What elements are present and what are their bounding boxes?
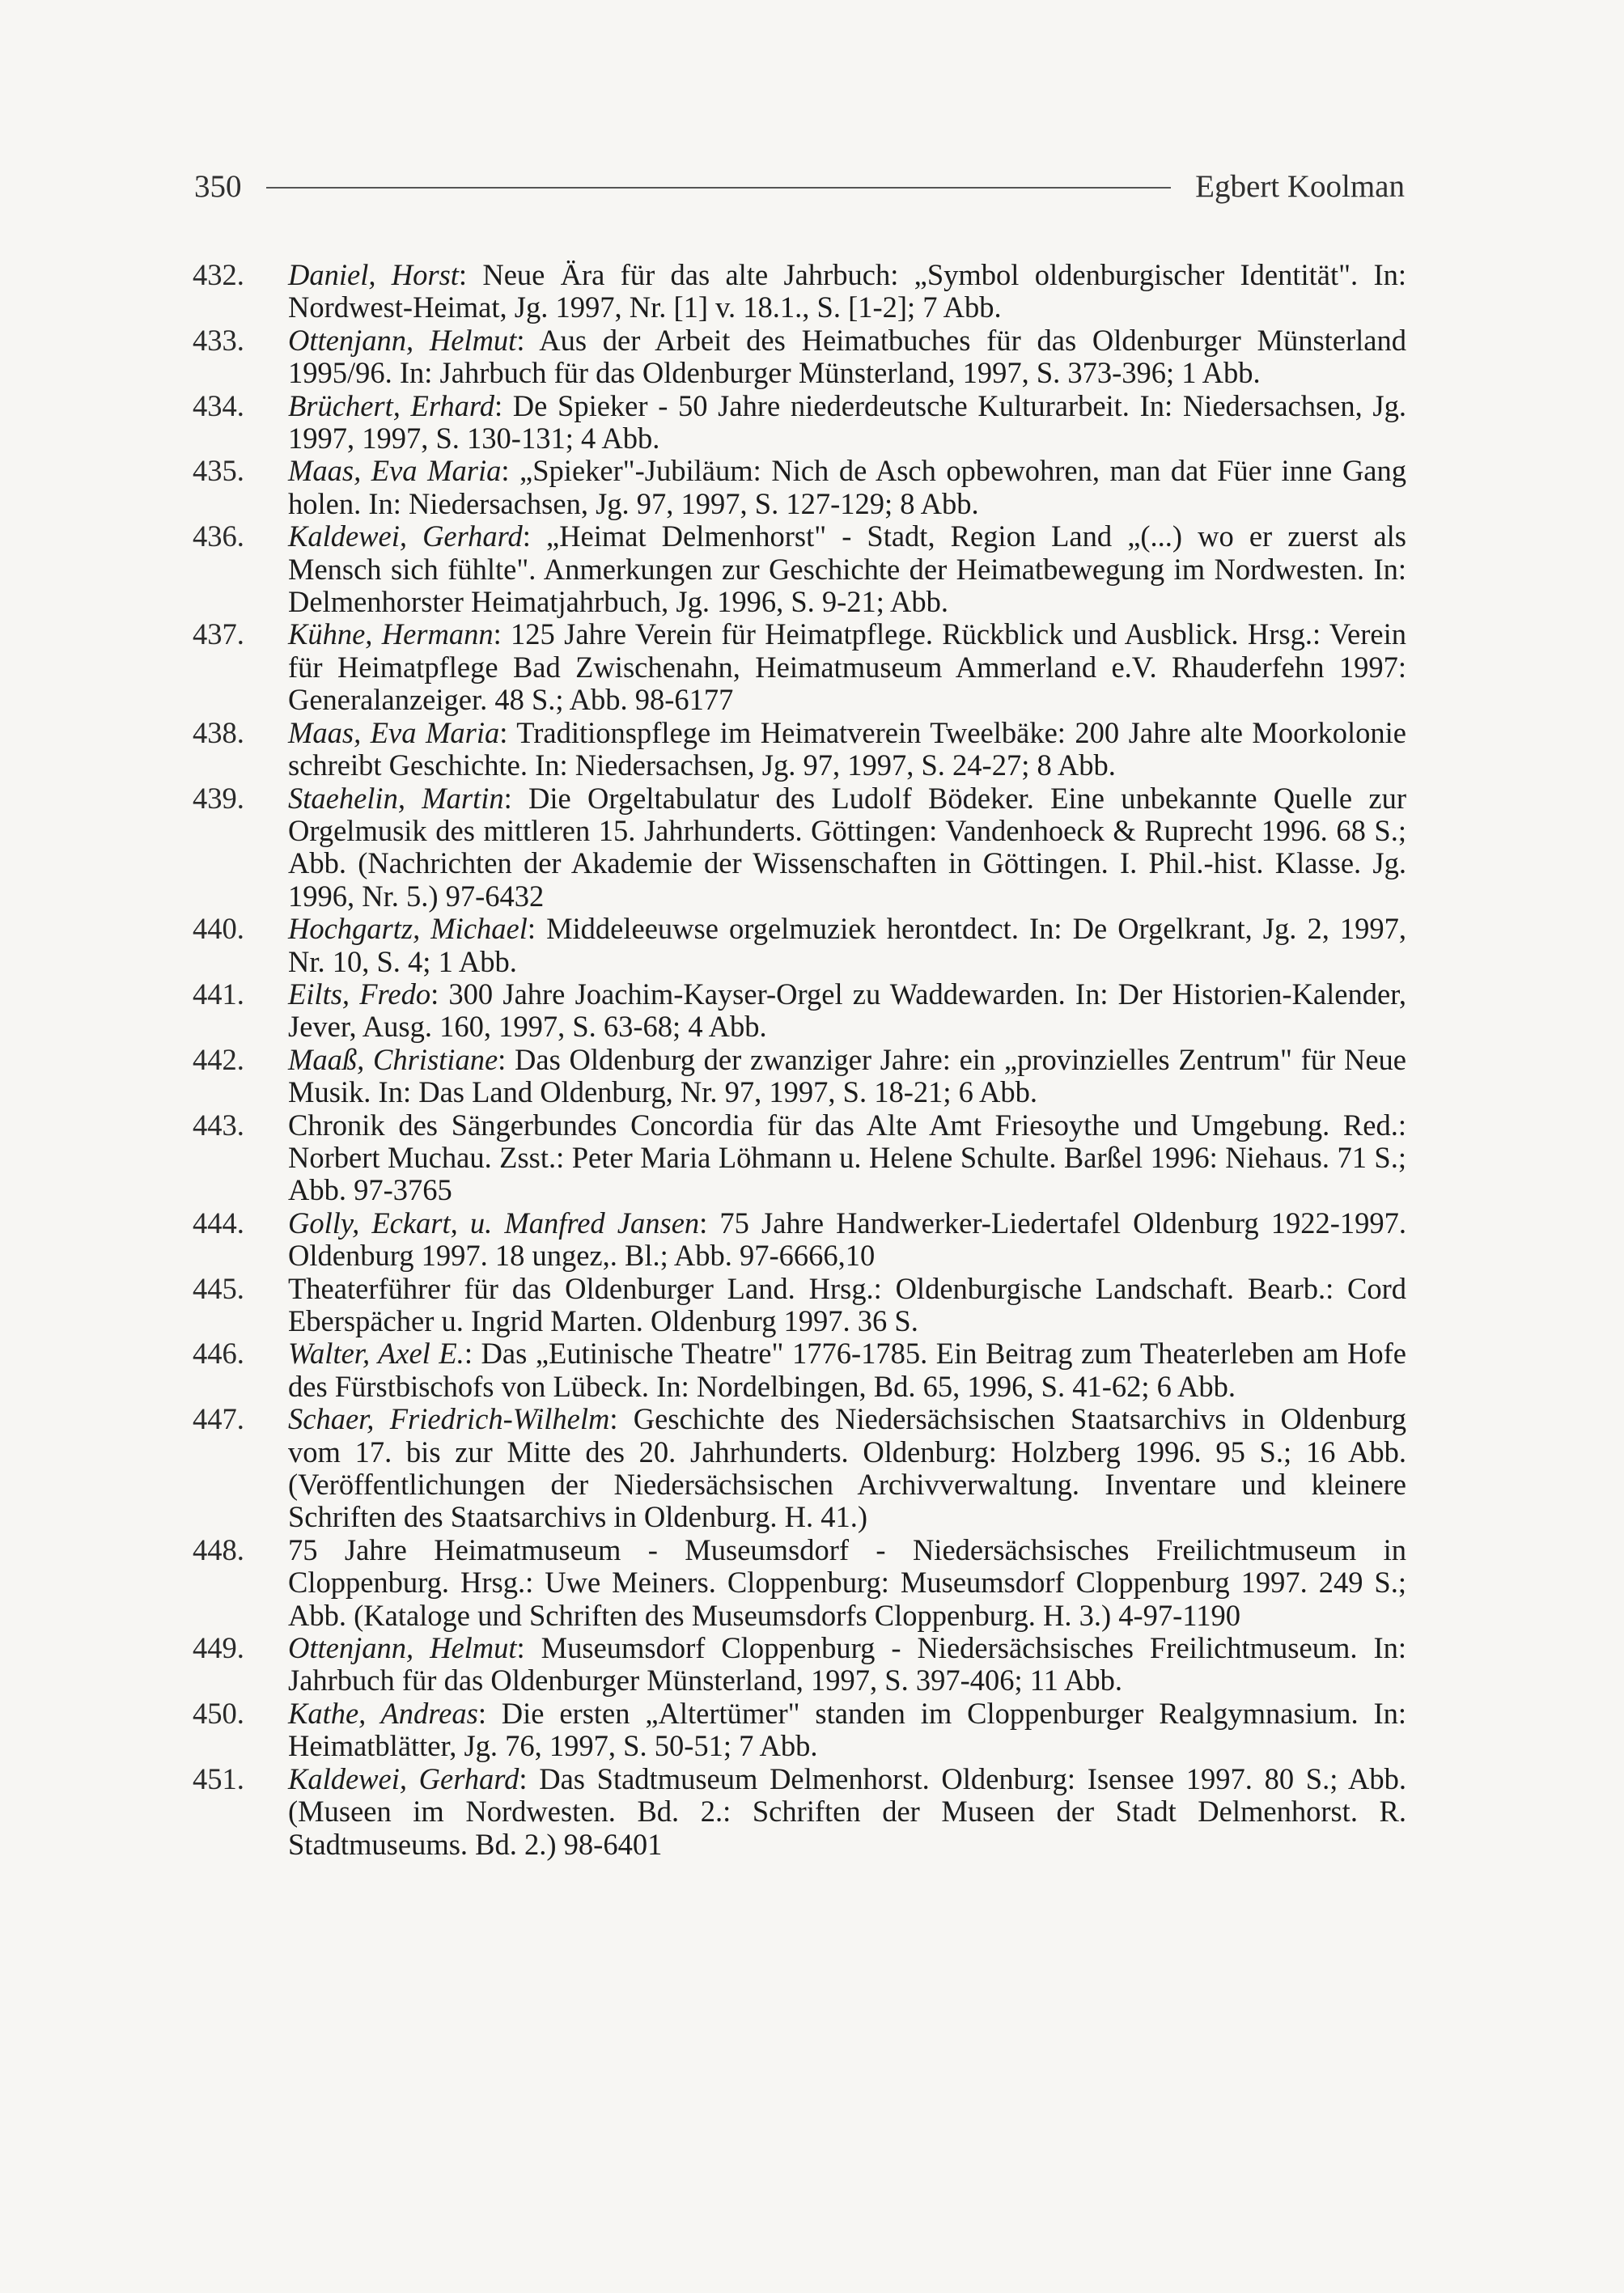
bibliography-entry bbox=[193, 1534, 1406, 1632]
entry-author: Kühne, Hermann bbox=[288, 617, 494, 651]
running-title: Egbert Koolman bbox=[1195, 168, 1405, 204]
bibliography-entry bbox=[193, 1763, 1406, 1861]
entry-author: Walter, Axel E. bbox=[288, 1337, 464, 1371]
entry-body: : „Spieker"-Jubiläum: Nich de Asch opbewohren, man dat Füer inne Gang holen. In: Niedersachsen, Jg. 97, 1997, S. 127-129; 8 Abb. bbox=[288, 454, 1406, 520]
entry-body: Chronik des Sängerbundes Concordia für das Alte Amt Friesoythe und Umgebung. Red.: Norbert Muchau. Zsst.: Peter Maria Löhmann u. Helene Schulte. Barßel 1996: Niehaus. 71 S.; Abb. 97-3765 bbox=[288, 1108, 1406, 1207]
entry-text bbox=[288, 1534, 1406, 1632]
entry-author: Maas, Eva Maria bbox=[288, 715, 500, 749]
entry-body: 75 Jahre Heimatmuseum - Museumsdorf - Niedersächsisches Freilichtmuseum in Cloppenburg. Hrsg.: Uwe Meiners. Cloppenburg: Museumsdorf Cloppenburg 1997. 249 S.; Abb. (Kataloge und Schriften des Museumsdorfs Cloppenburg. H. 3.) 4-97-1190 bbox=[288, 1532, 1406, 1632]
entry-body: : De Spieker - 50 Jahre niederdeutsche Kulturarbeit. In: Niedersachsen, Jg. 1997, 1997, S. 130-131; 4 Abb. bbox=[288, 388, 1407, 456]
entry-number: 446. bbox=[193, 1337, 244, 1371]
entry-body: : Museumsdorf Cloppenburg - Niedersächsisches Freilichtmuseum. In: Jahrbuch für das Oldenburger Münsterland, 1997, S. 397-406; 11 Abb. bbox=[288, 1631, 1406, 1697]
bibliography-entry bbox=[193, 1207, 1406, 1273]
bibliography-entry bbox=[193, 717, 1406, 782]
bibliography-entry bbox=[193, 1403, 1406, 1534]
entry-number: 439. bbox=[193, 781, 244, 815]
entry-text bbox=[288, 1044, 1406, 1109]
bibliography-entry bbox=[193, 1109, 1406, 1207]
entry-author: Schaer, Friedrich-Wilhelm bbox=[288, 1402, 610, 1436]
entry-number: 443. bbox=[193, 1108, 244, 1142]
entry-author: Kaldewei, Gerhard bbox=[288, 1761, 519, 1795]
header-rule bbox=[266, 187, 1172, 189]
bibliography-entry bbox=[193, 1337, 1406, 1403]
entry-number: 438. bbox=[193, 715, 244, 749]
bibliography-entry bbox=[193, 913, 1406, 978]
entry-body: Theaterführer für das Oldenburger Land. Hrsg.: Oldenburgische Landschaft. Bearb.: Cord Eberspächer u. Ingrid Marten. Oldenburg 1997. 36 S. bbox=[288, 1271, 1406, 1337]
entry-number: 449. bbox=[193, 1631, 244, 1665]
entry-body: : Middeleeuwse orgelmuziek herontdect. In: De Orgelkrant, Jg. 2, 1997, Nr. 10, S. 4; 1 Abb. bbox=[288, 912, 1406, 978]
entry-text bbox=[288, 1337, 1406, 1403]
bibliography-entry bbox=[193, 618, 1406, 716]
entry-number: 448. bbox=[193, 1532, 244, 1566]
entry-text bbox=[288, 782, 1406, 913]
entry-number: 450. bbox=[193, 1696, 244, 1730]
entry-number: 445. bbox=[193, 1271, 244, 1305]
entry-text bbox=[288, 1207, 1406, 1273]
entry-author: Kathe, Andreas bbox=[288, 1696, 478, 1730]
entry-text bbox=[288, 520, 1406, 618]
bibliography-entry bbox=[193, 520, 1406, 618]
entry-number: 451. bbox=[193, 1761, 244, 1795]
page-number: 350 bbox=[194, 168, 242, 204]
entry-body: : Das Stadtmuseum Delmenhorst. Oldenburg: Isensee 1997. 80 S.; Abb. (Museen im Nordwesten. Bd. 2.: Schriften der Museen der Stadt Delmenhorst. R. Stadtmuseums. Bd. 2.) 98-6401 bbox=[288, 1761, 1407, 1861]
bibliography-entry bbox=[193, 259, 1406, 324]
bibliography-entry bbox=[193, 1697, 1406, 1763]
entry-body: : 75 Jahre Handwerker-Liedertafel Oldenburg 1922-1997. Oldenburg 1997. 18 ungez,. Bl.; Abb. 97-6666,10 bbox=[288, 1206, 1406, 1273]
entry-number: 434. bbox=[193, 388, 244, 422]
entry-number: 437. bbox=[193, 617, 244, 651]
entry-body: : Traditionspflege im Heimatverein Tweelbäke: 200 Jahre alte Moorkolonie schreibt Geschichte. In: Niedersachsen, Jg. 97, 1997, S. 24-27; 8 Abb. bbox=[288, 715, 1407, 782]
entry-text bbox=[288, 1763, 1406, 1861]
entry-text bbox=[288, 978, 1406, 1044]
entry-text bbox=[288, 913, 1406, 978]
bibliography-entry bbox=[193, 1273, 1406, 1338]
entry-text bbox=[288, 324, 1406, 390]
entry-number: 435. bbox=[193, 454, 244, 488]
entry-number: 441. bbox=[193, 977, 244, 1011]
bibliography-entry bbox=[193, 324, 1406, 390]
entry-author: Hochgartz, Michael bbox=[288, 912, 528, 946]
entry-text bbox=[288, 717, 1406, 782]
entry-author: Golly, Eckart, u. Manfred Jansen bbox=[288, 1206, 700, 1240]
entry-text bbox=[288, 1273, 1406, 1338]
entry-body: : Aus der Arbeit des Heimatbuches für das Oldenburger Münsterland 1995/96. In: Jahrbuch für das Oldenburger Münsterland, 1997, S. 373-396; 1 Abb. bbox=[288, 323, 1406, 390]
entry-author: Maaß, Christiane bbox=[288, 1042, 498, 1076]
entry-number: 442. bbox=[193, 1042, 244, 1076]
entry-text bbox=[288, 1109, 1406, 1207]
entry-number: 433. bbox=[193, 323, 244, 357]
entry-author: Eilts, Fredo bbox=[288, 977, 431, 1011]
entry-body: : Die ersten „Altertümer" standen im Cloppenburger Realgymnasium. In: Heimatblätter, Jg. 76, 1997, S. 50-51; 7 Abb. bbox=[288, 1696, 1407, 1763]
entry-author: Daniel, Horst bbox=[288, 258, 459, 291]
entry-text bbox=[288, 618, 1406, 716]
entry-body: : Die Orgeltabulatur des Ludolf Bödeker. Eine unbekannte Quelle zur Orgelmusik des mittleren 15. Jahrhunderts. Göttingen: Vandenhoeck & Ruprecht 1996. 68 S.; Abb. (Nachrichten der Akademie der Wissenschaften in Göttingen. I. Phil.-hist. Klasse. Jg. 1996, Nr. 5.) 97-6432 bbox=[288, 781, 1406, 913]
bibliography-entry bbox=[193, 1044, 1406, 1109]
entry-text bbox=[288, 1403, 1406, 1534]
entry-text bbox=[288, 455, 1406, 520]
entry-number: 440. bbox=[193, 912, 244, 946]
entry-author: Kaldewei, Gerhard bbox=[288, 519, 523, 553]
entry-number: 432. bbox=[193, 258, 244, 291]
entry-number: 436. bbox=[193, 519, 244, 553]
bibliography-entry bbox=[193, 978, 1406, 1044]
bibliography-entry bbox=[193, 1632, 1406, 1697]
entry-text bbox=[288, 1632, 1406, 1697]
bibliography-entry bbox=[193, 782, 1406, 913]
entry-author: Staehelin, Martin bbox=[288, 781, 504, 815]
bibliography-list bbox=[193, 259, 1406, 1861]
entry-text bbox=[288, 259, 1406, 324]
bibliography-entry bbox=[193, 390, 1406, 456]
entry-number: 444. bbox=[193, 1206, 244, 1240]
entry-text bbox=[288, 1697, 1406, 1763]
entry-author: Ottenjann, Helmut bbox=[288, 323, 517, 357]
entry-body: : Das Oldenburg der zwanziger Jahre: ein „provinzielles Zentrum" für Neue Musik. In: Das Land Oldenburg, Nr. 97, 1997, S. 18-21; 6 Abb. bbox=[288, 1042, 1406, 1109]
bibliography-entry bbox=[193, 455, 1406, 520]
entry-author: Maas, Eva Maria bbox=[288, 454, 502, 488]
running-header bbox=[194, 162, 1405, 210]
entry-author: Brüchert, Erhard bbox=[288, 388, 494, 422]
entry-body: : „Heimat Delmenhorst" - Stadt, Region Land „(...) wo er zuerst als Mensch sich fühlte". Anmerkungen zur Geschichte der Heimatbewegung im Nordwesten. In: Delmenhorster Heimatjahrbuch, Jg. 1996, S. 9-21; Abb. bbox=[288, 519, 1407, 619]
entry-body: : 300 Jahre Joachim-Kayser-Orgel zu Waddewarden. In: Der Historien-Kalender, Jever, Ausg. 160, 1997, S. 63-68; 4 Abb. bbox=[288, 977, 1406, 1044]
entry-author: Ottenjann, Helmut bbox=[288, 1631, 517, 1665]
entry-body: : Geschichte des Niedersächsischen Staatsarchivs in Oldenburg vom 17. bis zur Mitte des 20. Jahrhunderts. Oldenburg: Holzberg 1996. 95 S.; 16 Abb. (Veröffentlichungen der Niedersächsischen Archivverwaltung. Inventare und kleinere Schriften des Staatsarchivs in Oldenburg. H. 41.) bbox=[288, 1402, 1406, 1534]
entry-body: : Neue Ära für das alte Jahrbuch: „Symbol oldenburgischer Identität". In: Nordwest-Heimat, Jg. 1997, Nr. [1] v. 18.1., S. [1-2]; 7 Abb. bbox=[288, 258, 1406, 324]
entry-body: : Das „Eutinische Theatre" 1776-1785. Ein Beitrag zum Theaterleben am Hofe des Fürstbischofs von Lübeck. In: Nordelbingen, Bd. 65, 1996, S. 41-62; 6 Abb. bbox=[288, 1337, 1406, 1403]
entry-number: 447. bbox=[193, 1402, 244, 1436]
entry-body: : 125 Jahre Verein für Heimatpflege. Rückblick und Ausblick. Hrsg.: Verein für Heimatpflege Bad Zwischenahn, Heimatmuseum Ammerland e.V. Rhauderfehn 1997: Generalanzeiger. 48 S.; Abb. 98-6177 bbox=[288, 617, 1406, 717]
entry-text bbox=[288, 390, 1406, 456]
